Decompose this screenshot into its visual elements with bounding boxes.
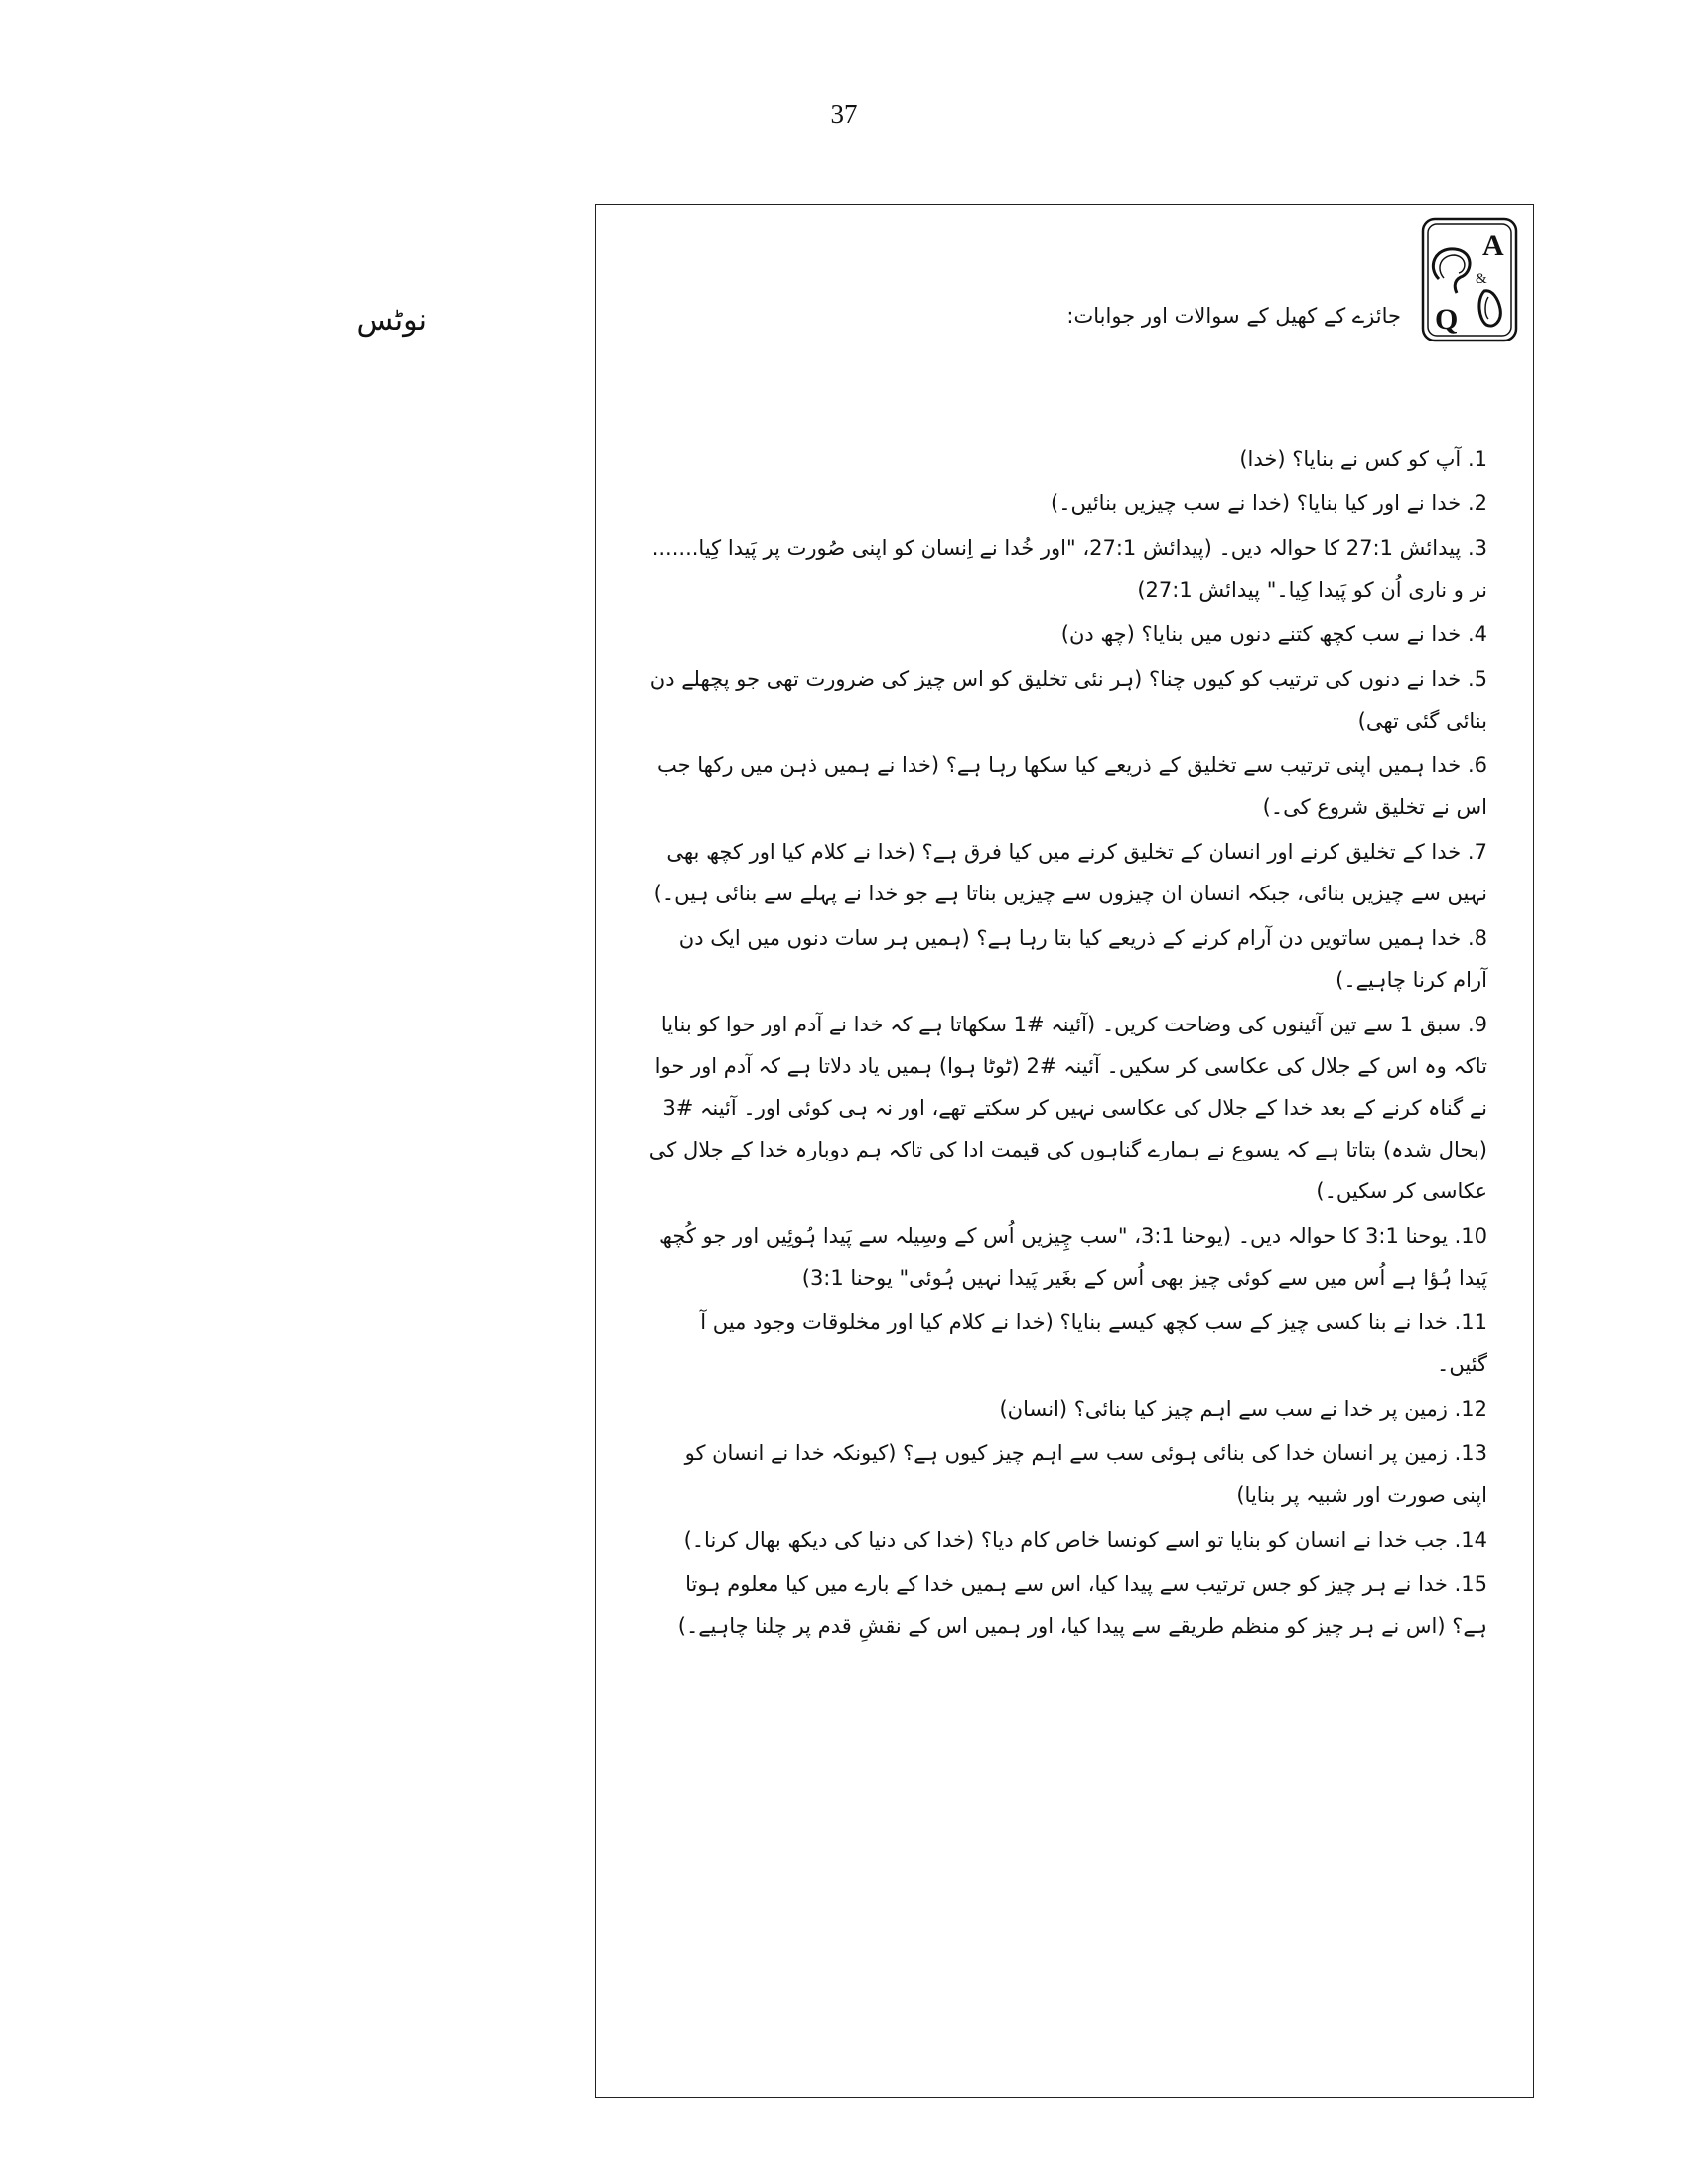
question-item-5: 5. خدا نے دنوں کی ترتیب کو کیوں چنا؟ (ہر نئی تخلیق کو اس چیز کی ضرورت تھی جو پچھلے دن بنائی گئی تھی) <box>649 667 1487 733</box>
question-item-2: 2. خدا نے اور کیا بنایا؟ (خدا نے سب چیزیں بنائیں۔) <box>1051 491 1487 515</box>
notes-label: نوٹس <box>356 303 427 338</box>
question-item-10: 10. یوحنا 3:1 کا حوالہ دیں۔ (یوحنا 3:1، "سب چِیزیں اُس کے وسِیلہ سے پَیدا ہُوئِیں اور جو کُچھ پَیدا ہُؤا ہے اُس میں سے کوئی چیز بھی اُس کے بغَیر پَیدا نہیں ہُوئی" یوحنا 3:1) <box>659 1224 1487 1290</box>
question-item-6: 6. خدا ہمیں اپنی ترتیب سے تخلیق کے ذریعے کیا سکھا رہا ہے؟ (خدا نے ہمیں ذہن میں رکھا جب اس نے تخلیق شروع کی۔) <box>656 753 1487 819</box>
question-item-12: 12. زمین پر خدا نے سب سے اہم چیز کیا بنائی؟ (انسان) <box>999 1397 1487 1421</box>
icon-letter-q: Q <box>1435 303 1459 336</box>
page-number: 37 <box>830 99 858 129</box>
icon-letter-a: A <box>1482 229 1504 262</box>
question-item-4: 4. خدا نے سب کچھ کتنے دنوں میں بنایا؟ (چھ دن) <box>1060 622 1487 646</box>
question-item-9: 9. سبق 1 سے تین آئینوں کی وضاحت کریں۔ (آئینہ #1 سکھاتا ہے کہ خدا نے آدم اور حوا کو بنایا تاکہ وہ اس کے جلال کی عکاسی کر سکیں۔ آئینہ #2 (ٹوٹا ہوا) ہمیں یاد دلاتا ہے کہ آدم اور حوا نے گناہ کرنے کے بعد خدا کے جلال کی عکاسی نہیں کر سکتے تھے، اور نہ ہی کوئی اور۔ آئینہ #3 (بحال شدہ) بتاتا ہے کہ یسوع نے ہمارے گناہوں کی قیمت ادا کی تاکہ ہم دوبارہ خدا کے جلال کی عکاسی کر سکیں۔) <box>648 1013 1487 1203</box>
question-item-7: 7. خدا کے تخلیق کرنے اور انسان کے تخلیق کرنے میں کیا فرق ہے؟ (خدا نے کلام کیا اور کچھ بھی نہیں سے چیزیں بنائی، جبکہ انسان ان چیزوں سے چیزیں بناتا ہے جو خدا نے پہلے سے بنائی ہیں۔) <box>653 840 1487 905</box>
question-item-1: 1. آپ کو کس نے بنایا؟ (خدا) <box>1239 447 1487 471</box>
section-heading: جائزے کے کھیل کے سوالات اور جوابات: <box>1066 304 1401 328</box>
question-list <box>643 438 1487 1650</box>
question-item-8: 8. خدا ہمیں ساتویں دن آرام کرنے کے ذریعے کیا بتا رہا ہے؟ (ہمیں ہر سات دنوں میں ایک دن آرام کرنا چاہیے۔) <box>678 926 1487 992</box>
question-item-11: 11. خدا نے بنا کسی چیز کے سب کچھ کیسے بنایا؟ (خدا نے کلام کیا اور مخلوقات وجود میں آ گئیں۔ <box>700 1310 1487 1376</box>
content-box <box>595 204 1534 2098</box>
question-item-15: 15. خدا نے ہر چیز کو جس ترتیب سے پیدا کیا، اس سے ہمیں خدا کے بارے میں کیا معلوم ہوتا ہے؟ (اس نے ہر چیز کو منظم طریقے سے پیدا کیا، اور ہمیں اس کے نقشِ قدم پر چلنا چاہیے۔) <box>677 1572 1487 1638</box>
question-item-3: 3. پیدائش 27:1 کا حوالہ دیں۔ (پیدائش 27:1، "اور خُدا نے اِنسان کو اپنی صُورت پر پَیدا کِیا....... نر و ناری اُن کو پَیدا کِیا۔" پیدائش 27:1) <box>651 536 1487 602</box>
icon-ampersand: & <box>1476 271 1487 287</box>
question-item-13: 13. زمین پر انسان خدا کی بنائی ہوئی سب سے اہم چیز کیوں ہے؟ (کیونکہ خدا نے انسان کو اپنی صورت اور شبیہ پر بنایا) <box>684 1441 1487 1507</box>
question-item-14: 14. جب خدا نے انسان کو بنایا تو اسے کونسا خاص کام دیا؟ (خدا کی دنیا کی دیکھ بھال کرنا۔) <box>683 1528 1487 1552</box>
question-answer-icon <box>1421 217 1518 342</box>
